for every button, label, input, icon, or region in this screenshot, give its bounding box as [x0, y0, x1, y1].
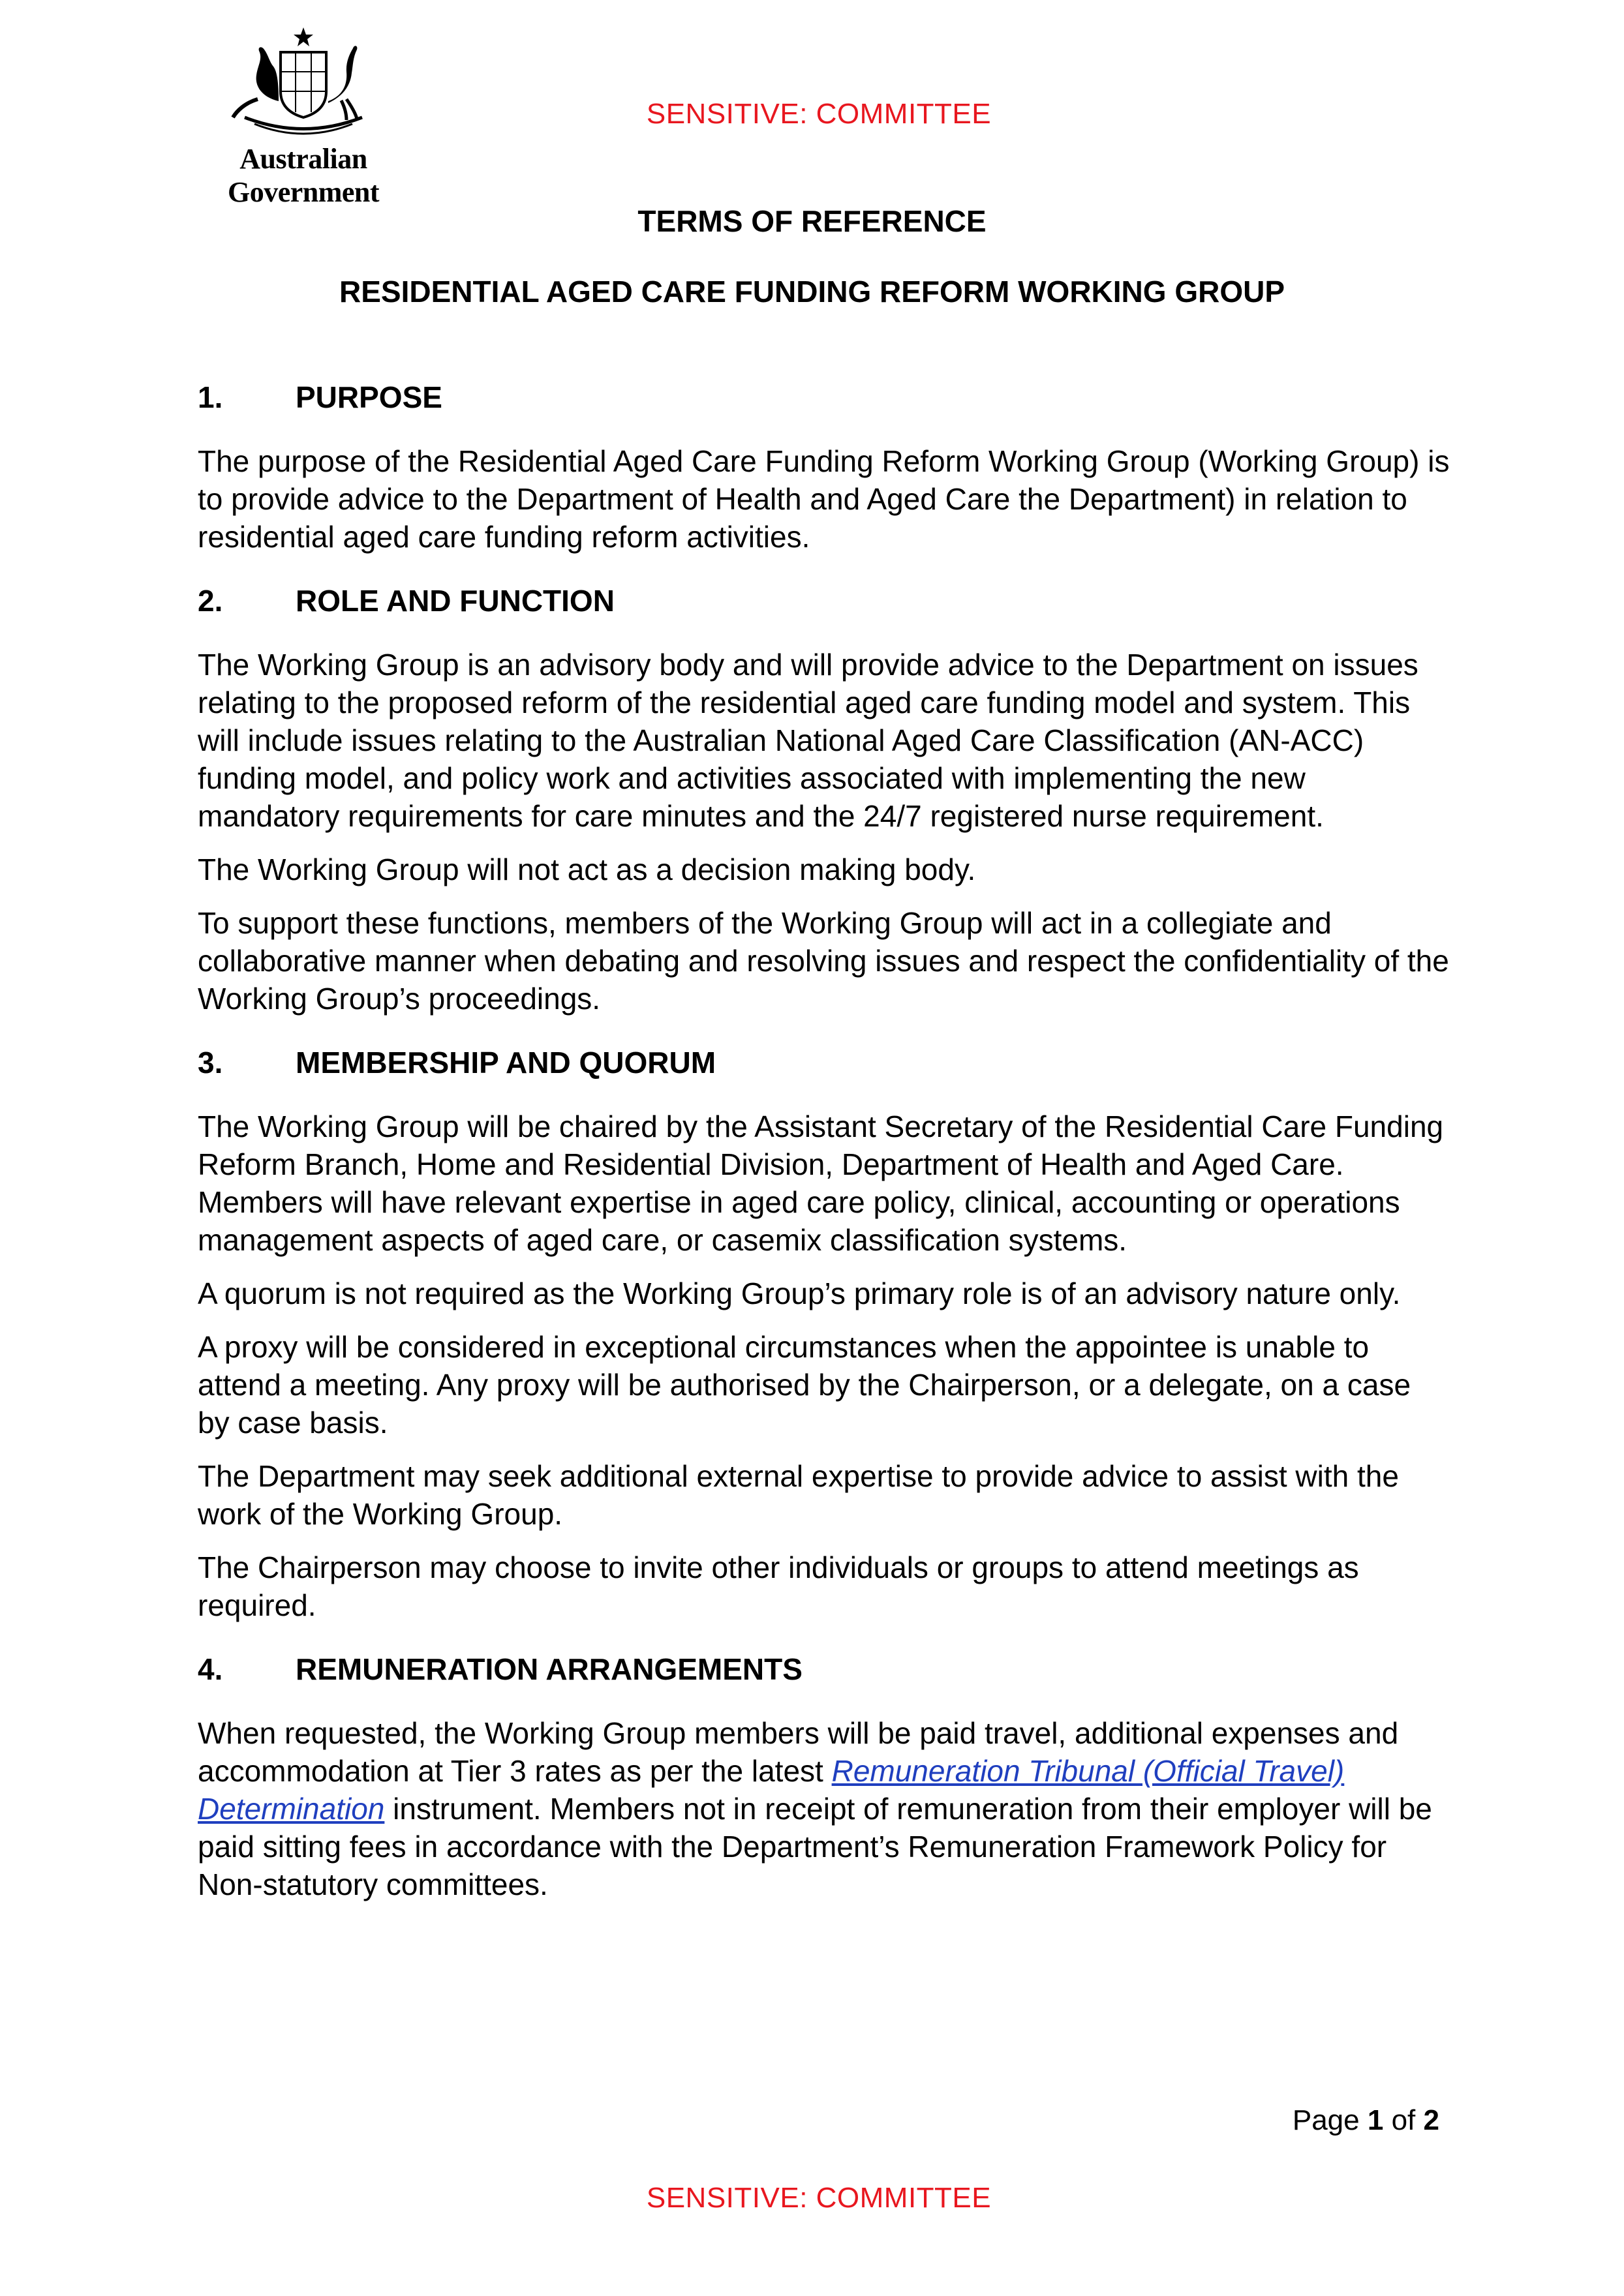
page-of: of: [1391, 2104, 1416, 2136]
section-title: REMUNERATION ARRANGEMENTS: [296, 1652, 803, 1686]
section-title: PURPOSE: [296, 380, 442, 414]
paragraph-text: instrument. Members not in receipt of remuneration from their employer will be paid sitting fees in accordance with the Department’s Remuneration Framework Policy for Non-statutory committees.: [198, 1792, 1432, 1901]
section-heading-purpose: [198, 378, 1450, 416]
paragraph: The Working Group will not act as a decision making body.: [198, 853, 976, 886]
paragraph: The Working Group will be chaired by the Assistant Secretary of the Residential Care Funding Reform Branch, Home and Residential Division, Department of Health and Aged Care. Members will have relevant expertise in aged care policy, clinical, accounting or operations management aspects of aged care, or casemix classification systems.: [198, 1110, 1444, 1257]
section-heading-remuneration-arrangements: [198, 1650, 1450, 1688]
section-number: 2.: [198, 584, 223, 618]
paragraph: The Department may seek additional external expertise to provide advice to assist with the work of the Working Group.: [198, 1459, 1399, 1531]
document-body: [198, 378, 1450, 1919]
page-number: [1293, 2104, 1439, 2137]
paragraph: A quorum is not required as the Working Group’s primary role is of an advisory nature only.: [198, 1276, 1401, 1310]
paragraph: The Chairperson may choose to invite other individuals or groups to attend meetings as required.: [198, 1550, 1359, 1622]
section-title: ROLE AND FUNCTION: [296, 584, 615, 618]
document-subtitle: RESIDENTIAL AGED CARE FUNDING REFORM WORKING GROUP: [339, 275, 1285, 309]
classification-marking-top: SENSITIVE: COMMITTEE: [646, 98, 992, 130]
section-title: MEMBERSHIP AND QUORUM: [296, 1046, 716, 1080]
page-label: Page: [1292, 2104, 1360, 2136]
paragraph-text: When requested, the Working Group members will be paid travel, additional expenses and accommodation at Tier 3 rates as per the latest: [198, 1716, 1399, 1788]
remuneration-tribunal-determination-link[interactable]: Remuneration Tribunal (Official Travel) Determination: [198, 1754, 1345, 1826]
document-title: TERMS OF REFERENCE: [637, 204, 987, 238]
section-heading-role-and-function: [198, 582, 1450, 620]
logo-text: Australian Government: [227, 143, 380, 208]
section-number: 3.: [198, 1046, 223, 1080]
section-heading-membership-and-quorum: [198, 1044, 1450, 1081]
paragraph: To support these functions, members of the Working Group will act in a collegiate and collaborative manner when debating and resolving issues and respect the confidentiality of the Working Group’s proceedings.: [198, 906, 1449, 1016]
page-total: 2: [1423, 2104, 1439, 2136]
paragraph: The Working Group is an advisory body and will provide advice to the Department on issues relating to the proposed reform of the residential aged care funding model and system. This will include issues relating to the Australian National Aged Care Classification (AN-ACC) funding model, and policy work and activities associated with implementing the new mandatory requirements for care minutes and the 24/7 registered nurse requirement.: [198, 648, 1418, 833]
section-number: 1.: [198, 380, 223, 414]
paragraph: A proxy will be considered in exceptional circumstances when the appointee is unable to attend a meeting. Any proxy will be authorised by the Chairperson, or a delegate, on a case by case basis.: [198, 1330, 1411, 1440]
paragraph-remuneration: [198, 1714, 1450, 1903]
page-current: 1: [1367, 2104, 1384, 2136]
section-number: 4.: [198, 1652, 223, 1686]
classification-marking-bottom: SENSITIVE: COMMITTEE: [646, 2182, 992, 2214]
paragraph: The purpose of the Residential Aged Care Funding Reform Working Group (Working Group) is to provide advice to the Department of Health and Aged Care the Department) in relation to residential aged care funding reform activities.: [198, 444, 1450, 554]
